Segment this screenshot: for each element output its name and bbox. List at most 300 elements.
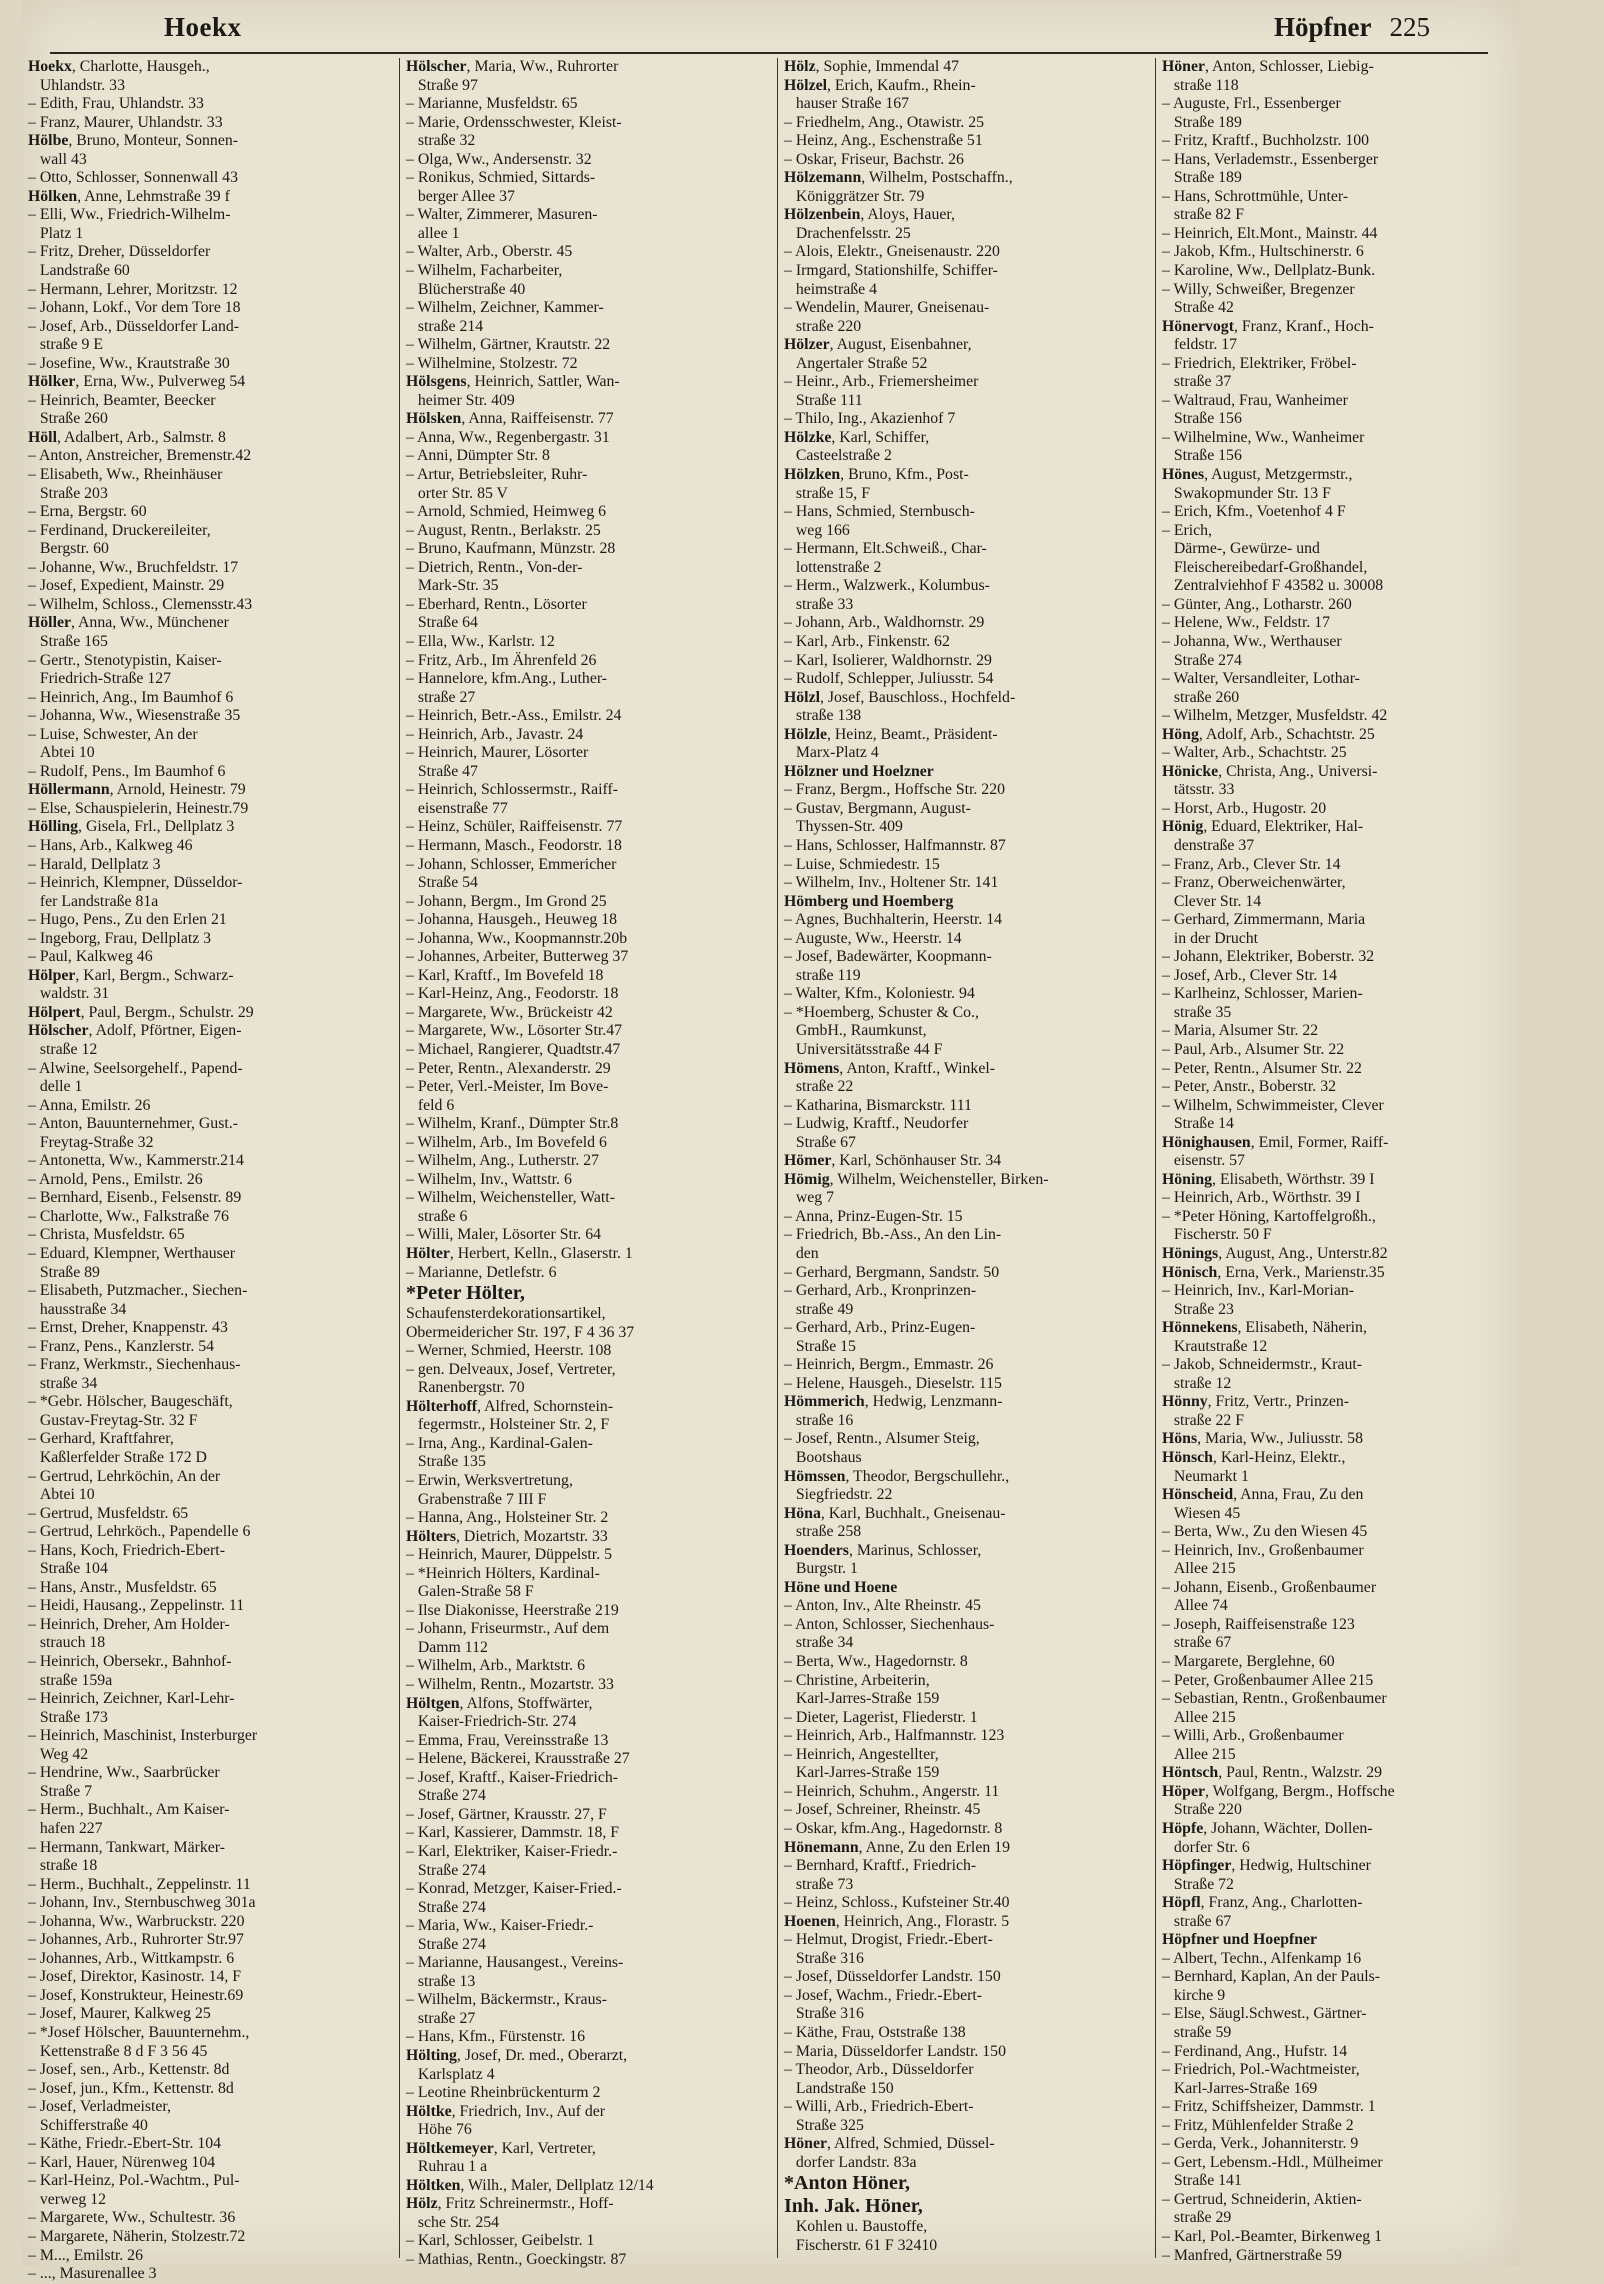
directory-entry-line: – Fritz, Mühlenfelder Straße 2 [1162, 2116, 1354, 2134]
directory-entry-line: Hölzken, Bruno, Kfm., Post- [784, 466, 969, 484]
directory-entry-line: straße 119 [784, 966, 861, 984]
directory-entry-line: dorfer Str. 6 [1162, 1838, 1250, 1856]
directory-entry-line: Höpfinger, Hedwig, Hultschiner [1162, 1857, 1371, 1875]
directory-entry-line: Schaufensterdekorationsartikel, [406, 1305, 606, 1323]
directory-entry-line: Obermeidericher Str. 197, F 4 36 37 [406, 1323, 635, 1341]
directory-entry-line: weg 166 [784, 521, 850, 539]
directory-entry-line: – Josef, Arb., Clever Str. 14 [1162, 966, 1338, 984]
directory-entry-line: – Gerhard, Kraftfahrer, [28, 1430, 174, 1448]
directory-entry-line: Höns, Maria, Ww., Juliusstr. 58 [1162, 1430, 1363, 1448]
directory-entry-line: – Wilhelm, Bäckermstr., Kraus- [406, 1991, 607, 2009]
directory-entry-line: – Karl, Isolierer, Waldhornstr. 29 [784, 651, 992, 669]
directory-entry-line: – Sebastian, Rentn., Großenbaumer [1162, 1690, 1387, 1708]
directory-entry-line: Bergstr. 60 [28, 540, 109, 558]
directory-entry-line: – Gerhard, Zimmermann, Maria [1162, 911, 1366, 929]
directory-entry-line: – Hugo, Pens., Zu den Erlen 21 [28, 911, 227, 929]
directory-entry-line: – Franz, Maurer, Uhlandstr. 33 [28, 113, 223, 131]
directory-entry-line: – Heinrich, Dreher, Am Holder- [28, 1615, 230, 1633]
directory-entry-line: Fischerstr. 61 F 32410 [784, 2236, 938, 2254]
directory-entry-line: – Anni, Dümpter Str. 8 [406, 447, 550, 465]
directory-entry-line: – Maria, Ww., Kaiser-Friedr.- [406, 1917, 594, 1935]
directory-entry-line: – Christine, Arbeiterin, [784, 1671, 930, 1689]
directory-entry-line: Universitätsstraße 44 F [784, 1040, 943, 1058]
directory-entry-line: – Willi, Arb., Großenbaumer [1162, 1727, 1344, 1745]
directory-entry-line: Straße 274 [1162, 651, 1242, 669]
directory-entry-line: straße 22 [784, 1078, 854, 1096]
directory-entry-line: – Gertrud, Lehrköch., Papendelle 6 [28, 1523, 251, 1541]
column-2 [399, 58, 778, 2268]
directory-entry-line: – Karl, Hauer, Nürenweg 104 [28, 2153, 216, 2171]
directory-entry-line: – Karoline, Ww., Dellplatz-Bunk. [1162, 262, 1376, 280]
directory-entry-line: Höper, Wolfgang, Bergm., Hoffsche [1162, 1782, 1395, 1800]
directory-entry-line: Straße 15 [784, 1337, 856, 1355]
directory-entry-line: straße 6 [406, 1207, 468, 1225]
directory-entry-line: – Heinz, Ang., Eschenstraße 51 [784, 132, 983, 150]
directory-entry-line: – *Heinrich Hölters, Kardinal- [406, 1564, 600, 1582]
directory-entry-line: Hömens, Anton, Kraftf., Winkel- [784, 1059, 995, 1077]
directory-entry-line: – Josef, Konstrukteur, Heinestr.69 [28, 1986, 244, 2004]
directory-entry-line: – Margarete, Berglehne, 60 [1162, 1653, 1335, 1671]
directory-entry-line: Hölsgens, Heinrich, Sattler, Wan- [406, 373, 620, 391]
directory-entry-line: den [784, 1245, 819, 1262]
directory-entry-line: Hölper, Karl, Bergm., Schwarz- [28, 966, 234, 984]
directory-entry-line: – Peter, Anstr., Boberstr. 32 [1162, 1078, 1337, 1096]
directory-entry-line: Schifferstraße 40 [28, 2116, 148, 2134]
directory-entry-line: Fleischereibedarf-Großhandel, [1162, 558, 1368, 576]
directory-entry-line: – Gertrud, Lehrköchin, An der [28, 1467, 221, 1485]
directory-entry-line: – Berta, Ww., Hagedornstr. 8 [784, 1653, 968, 1671]
directory-entry-line: Allee 215 [1162, 1745, 1236, 1763]
directory-entry-line: Straße 220 [1162, 1801, 1242, 1819]
directory-entry-line: – Heinrich, Inv., Karl-Morian- [1162, 1282, 1354, 1300]
directory-entry-line: heimer Str. 409 [406, 391, 515, 409]
directory-entry-line: – Franz, Pens., Kanzlerstr. 54 [28, 1337, 215, 1355]
directory-entry-line: Hoenen, Heinrich, Ang., Florastr. 5 [784, 1912, 1010, 1930]
directory-entry-line: – Josef, Badewärter, Koopmann- [784, 948, 992, 966]
directory-entry-line: – Hans, Anstr., Musfeldstr. 65 [28, 1578, 217, 1596]
directory-entry-line: Höna, Karl, Buchhalt., Gneisenau- [784, 1504, 1006, 1522]
directory-entry-line: – Anton, Schlosser, Siechenhaus- [784, 1615, 995, 1633]
directory-entry-line: – Käthe, Friedr.-Ebert-Str. 104 [28, 2135, 222, 2153]
directory-entry-line: – Marianne, Detlefstr. 6 [406, 1263, 557, 1281]
directory-entry-line: – Margarete, Ww., Lösorter Str.47 [406, 1022, 622, 1040]
directory-entry-line: – Friedrich, Bb.-Ass., An den Lin- [784, 1226, 1002, 1244]
directory-entry-line: – Arnold, Pens., Emilstr. 26 [28, 1170, 203, 1188]
directory-entry-line: – Wilhelm, Schwimmeister, Clever [1162, 1096, 1384, 1114]
directory-entry-line: hauser Straße 167 [784, 95, 910, 113]
directory-entry-line: – Else, Schauspielerin, Heinestr.79 [28, 799, 249, 817]
directory-entry-line: – Wilhelm, Inv., Holtener Str. 141 [784, 874, 999, 892]
directory-entry-line: Straße 189 [1162, 169, 1242, 187]
directory-entry-line: – Wilhelm, Ang., Lutherstr. 27 [406, 1152, 600, 1170]
directory-entry-line: – Hannelore, kfm.Ang., Luther- [406, 670, 608, 688]
directory-entry-line: – Herm., Buchhalt., Zeppelinstr. 11 [28, 1875, 251, 1893]
directory-entry-line: straße 32 [406, 132, 476, 150]
directory-entry-line: – Heinrich, Klempner, Düsseldor- [28, 874, 243, 892]
directory-entry-line: – Heinr., Arb., Friemersheimer [784, 373, 979, 391]
directory-entry-line: Straße 14 [1162, 1115, 1234, 1133]
directory-entry-line: – Erna, Bergstr. 60 [28, 503, 147, 521]
directory-entry-line: – Eberhard, Rentn., Lösorter [406, 595, 587, 613]
directory-entry-line: straße 37 [1162, 373, 1232, 391]
directory-entry-line: Drachenfelsstr. 25 [784, 224, 911, 242]
directory-entry-line: – Else, Säugl.Schwest., Gärtner- [1162, 2005, 1367, 2023]
directory-entry-line: eisenstr. 57 [1162, 1152, 1245, 1170]
directory-entry-line: straße 49 [784, 1300, 854, 1318]
directory-entry-line: – Heinrich, Maurer, Düppelstr. 5 [406, 1546, 612, 1564]
directory-entry-line: – Horst, Arb., Hugostr. 20 [1162, 799, 1327, 817]
directory-entry-line: Därme-, Gewürze- und [1162, 540, 1320, 558]
directory-entry-line: Hölterhoff, Alfred, Schornstein- [406, 1397, 614, 1415]
directory-entry-line: – Ella, Ww., Karlstr. 12 [406, 632, 555, 650]
directory-entry-line: – Johannes, Arbeiter, Butterweg 37 [406, 948, 629, 966]
directory-entry-line: Clever Str. 14 [1162, 892, 1262, 910]
directory-entry-line: – Wilhelmine, Ww., Wanheimer [1162, 428, 1365, 446]
directory-entry-line: denstraße 37 [1162, 836, 1255, 854]
directory-entry-line: – Hans, Verlademstr., Essenberger [1162, 150, 1379, 168]
directory-entry-line: – Gertrud, Schneiderin, Aktien- [1162, 2190, 1362, 2208]
directory-entry-line: Hölzel, Erich, Kaufm., Rhein- [784, 76, 976, 94]
directory-entry-line: Hömer, Karl, Schönhauser Str. 34 [784, 1152, 1002, 1170]
directory-entry-line: – Gert, Lebensm.-Hdl., Mülheimer [1162, 2153, 1383, 2171]
directory-entry-line: – Berta, Ww., Zu den Wiesen 45 [1162, 1523, 1368, 1541]
directory-entry-line: – Walter, Arb., Oberstr. 45 [406, 243, 573, 261]
directory-entry-line: Straße 111 [784, 391, 863, 409]
directory-entry-line: – Friedrich, Elektriker, Fröbel- [1162, 354, 1357, 372]
directory-entry-line: – Gerhard, Arb., Kronprinzen- [784, 1282, 977, 1300]
directory-entry-line: – Wendelin, Maurer, Gneisenau- [784, 299, 990, 317]
directory-entry-line: – Karl-Heinz, Ang., Feodorstr. 18 [406, 985, 619, 1003]
directory-entry-line: – Bernhard, Eisenb., Felsenstr. 89 [28, 1189, 242, 1207]
directory-entry-line: – Johann, Eisenb., Großenbaumer [1162, 1578, 1377, 1596]
directory-entry-line: sche Str. 254 [406, 2213, 500, 2231]
directory-entry-line: – Heinrich, Maurer, Lösorter [406, 744, 589, 762]
directory-entry-line: – Josef, Rentn., Alsumer Steig, [784, 1430, 980, 1448]
directory-entry-line: – Hermann, Elt.Schweiß., Char- [784, 540, 987, 558]
directory-entry-line: – Anna, Emilstr. 26 [28, 1096, 151, 1114]
directory-entry-line: Hömssen, Theodor, Bergschullehr., [784, 1467, 1010, 1485]
directory-columns [28, 58, 1522, 2283]
directory-entry-line: straße 27 [406, 688, 476, 706]
directory-entry-line: strauch 18 [28, 1634, 106, 1652]
directory-entry-line: Straße 72 [1162, 1875, 1234, 1893]
directory-entry-line: – Josef, Kraftf., Kaiser-Friedrich- [406, 1768, 618, 1786]
directory-entry-line: Straße 54 [406, 874, 478, 892]
directory-entry-line: Freytag-Straße 32 [28, 1133, 154, 1151]
directory-entry-line: Höllermann, Arnold, Heinestr. 79 [28, 781, 246, 799]
directory-entry-line: – Emma, Frau, Vereinsstraße 13 [406, 1731, 609, 1749]
directory-entry-line: straße 73 [784, 1875, 854, 1893]
directory-entry-line: – Anton, Inv., Alte Rheinstr. 45 [784, 1597, 981, 1615]
directory-entry-line: – Ronikus, Schmied, Sittards- [406, 169, 596, 187]
directory-entry-line: – Helene, Ww., Feldstr. 17 [1162, 614, 1331, 632]
directory-entry-line: feldstr. 17 [1162, 336, 1238, 354]
directory-entry-line: – Luise, Schwester, An der [28, 725, 198, 743]
directory-entry-line: straße 33 [784, 595, 854, 613]
directory-entry-line: Hölzle, Heinz, Beamt., Präsident- [784, 725, 998, 743]
directory-entry-line: – Maria, Düsseldorfer Landstr. 150 [784, 2042, 1006, 2060]
directory-entry-line: – Heinrich, Beamter, Beecker [28, 391, 216, 409]
directory-entry-line: Hönighausen, Emil, Former, Raiff- [1162, 1133, 1389, 1151]
directory-entry-line: Straße 316 [784, 1949, 864, 1967]
directory-entry-line: straße 15, F [784, 484, 870, 502]
directory-entry-line: – Heinrich, Maschinist, Insterburger [28, 1727, 258, 1745]
directory-entry-line: Karl-Jarres-Straße 159 [784, 1690, 940, 1708]
directory-entry-line: Hönnekens, Elisabeth, Näherin, [1162, 1319, 1367, 1337]
directory-entry-line: – Paul, Kalkweg 46 [28, 948, 153, 966]
directory-entry-line: Hölken, Anne, Lehmstraße 39 f [28, 187, 230, 205]
directory-entry-line: – *Hoemberg, Schuster & Co., [784, 1003, 979, 1021]
directory-entry-line: straße 35 [1162, 1003, 1232, 1021]
directory-entry-line: – Johann, Arb., Waldhornstr. 29 [784, 614, 985, 632]
directory-entry-line: – Heinz, Schloss., Kufsteiner Str.40 [784, 1894, 1010, 1912]
directory-entry-line: Landstraße 150 [784, 2079, 894, 2097]
directory-entry-line: – Katharina, Bismarckstr. 111 [784, 1096, 972, 1114]
directory-entry-line: – Johanna, Ww., Warbruckstr. 220 [28, 1912, 245, 1930]
directory-entry-line: Burgstr. 1 [784, 1560, 858, 1578]
directory-entry-line: – *Josef Hölscher, Bauunternehm., [28, 2023, 250, 2041]
directory-entry-line: Straße 141 [1162, 2172, 1242, 2190]
directory-entry-line: Karl-Jarres-Straße 159 [784, 1764, 940, 1782]
directory-entry-line: – Fritz, Arb., Im Ährenfeld 26 [406, 651, 597, 669]
directory-entry-line: – Bernhard, Kaplan, An der Pauls- [1162, 1968, 1381, 1986]
directory-entry-line: Höller, Anna, Ww., Münchener [28, 614, 229, 632]
directory-entry-line: Hömberg und Hoemberg [784, 892, 954, 910]
directory-entry-line: Straße 173 [28, 1708, 108, 1726]
directory-entry-line: Hömmerich, Hedwig, Lenzmann- [784, 1393, 1003, 1411]
directory-entry-line: – Heinrich, Betr.-Ass., Emilstr. 24 [406, 707, 622, 725]
directory-entry-line: – Bernhard, Kraftf., Friedrich- [784, 1857, 977, 1875]
directory-entry-line: Höltkemeyer, Karl, Vertreter, [406, 2139, 596, 2157]
directory-entry-line: tätsstr. 33 [1162, 781, 1235, 799]
directory-entry-line: – Wilhelm, Arb., Marktstr. 6 [406, 1657, 585, 1675]
directory-entry-line: – Josef, Arb., Düsseldorfer Land- [28, 317, 240, 335]
directory-entry-line: – Maria, Alsumer Str. 22 [1162, 1022, 1319, 1040]
directory-entry-line: – Harald, Dellplatz 3 [28, 855, 161, 873]
directory-entry-line: – Auguste, Frl., Essenberger [1162, 95, 1341, 113]
directory-entry-line: Uhlandstr. 33 [28, 76, 125, 94]
directory-entry-line: – Wilhelm, Kranf., Dümpter Str.8 [406, 1115, 619, 1133]
directory-entry-line: – Josef, Maurer, Kalkweg 25 [28, 2005, 211, 2023]
directory-entry-line: – Auguste, Ww., Heerstr. 14 [784, 929, 962, 947]
directory-entry-line: – Peter, Großenbaumer Allee 215 [1162, 1671, 1374, 1689]
directory-entry-line: lottenstraße 2 [784, 558, 882, 576]
directory-entry-line: Hölbe, Bruno, Monteur, Sonnen- [28, 132, 238, 150]
directory-entry-line: – Hans, Schlosser, Halfmannstr. 87 [784, 836, 1006, 854]
directory-entry-line: – Karl, Kraftf., Im Bovefeld 18 [406, 966, 604, 984]
directory-entry-line: – Marianne, Musfeldstr. 65 [406, 95, 578, 113]
directory-entry-line: – Hermann, Tankwart, Märker- [28, 1838, 225, 1856]
directory-entry-line: – Heinrich, Ang., Im Baumhof 6 [28, 688, 234, 706]
directory-entry-line: – Ilse Diakonisse, Heerstraße 219 [406, 1601, 619, 1619]
directory-entry-line: Hölpert, Paul, Bergm., Schulstr. 29 [28, 1003, 254, 1021]
directory-entry-line: Hölters, Dietrich, Mozartstr. 33 [406, 1527, 608, 1545]
directory-entry-line: Friedrich-Straße 127 [28, 670, 172, 688]
directory-entry-line: – Friedrich, Pol.-Wachtmeister, [1162, 2061, 1360, 2079]
directory-entry-line: Landstraße 60 [28, 262, 130, 280]
directory-entry-line: – Günter, Ang., Lotharstr. 260 [1162, 595, 1352, 613]
directory-entry-line: – Josef, jun., Kfm., Kettenstr. 8d [28, 2079, 234, 2097]
directory-entry-line: – *Gebr. Hölscher, Baugeschäft, [28, 1393, 233, 1411]
advertisement-line: Inh. Jak. Höner, [784, 2195, 923, 2218]
directory-entry-line: Karl-Jarres-Straße 169 [1162, 2079, 1318, 2097]
advertisement-line: *Anton Höner, [784, 2172, 910, 2195]
directory-entry-line: – Ludwig, Kraftf., Neudorfer [784, 1115, 969, 1133]
directory-entry-line: – Heinrich, Schuhm., Angerstr. 11 [784, 1782, 1000, 1800]
directory-entry-line: Galen-Straße 58 F [406, 1583, 534, 1601]
directory-entry-line: straße 67 [1162, 1912, 1232, 1930]
directory-entry-line: – Wilhelm, Gärtner, Krautstr. 22 [406, 336, 611, 354]
directory-entry-line: – Helene, Hausgeh., Dieselstr. 115 [784, 1374, 1002, 1392]
directory-entry-line: straße 220 [784, 317, 862, 335]
directory-entry-line: – Hans, Koch, Friedrich-Ebert- [28, 1541, 225, 1559]
directory-entry-line: – Christa, Musfeldstr. 65 [28, 1226, 185, 1244]
directory-entry-line: – Rudolf, Schlepper, Juliusstr. 54 [784, 670, 994, 688]
directory-entry-line: Straße 97 [406, 76, 478, 94]
directory-entry-line: – Josef, Schreiner, Rheinstr. 45 [784, 1801, 981, 1819]
directory-entry-line: straße 34 [784, 1634, 854, 1652]
directory-entry-line: Kaßlerfelder Straße 172 D [28, 1449, 207, 1467]
directory-entry-line: – Waltraud, Frau, Wanheimer [1162, 391, 1348, 409]
directory-entry-line: – Erich, Kfm., Voetenhof 4 F [1162, 503, 1346, 521]
directory-entry-line: – Alois, Elektr., Gneisenaustr. 220 [784, 243, 1000, 261]
directory-entry-line: – Artur, Betriebsleiter, Ruhr- [406, 466, 588, 484]
directory-entry-line: Höpfl, Franz, Ang., Charlotten- [1162, 1894, 1363, 1912]
directory-entry-line: Zentralviehhof F 43582 u. 30008 [1162, 577, 1384, 595]
directory-entry-line: – Irmgard, Stationshilfe, Schiffer- [784, 262, 998, 280]
directory-entry-line: Straße 189 [1162, 113, 1242, 131]
directory-entry-line: – Werner, Schmied, Heerstr. 108 [406, 1342, 612, 1360]
directory-entry-line: dorfer Landstr. 83a [784, 2153, 917, 2171]
directory-entry-line: Straße 7 [28, 1782, 93, 1800]
directory-entry-line: – Margarete, Ww., Brückeistr 42 [406, 1003, 613, 1021]
directory-entry-line: – Charlotte, Ww., Falkstraße 76 [28, 1207, 229, 1225]
directory-entry-line: – Hendrine, Ww., Saarbrücker [28, 1764, 220, 1782]
directory-entry-line: – Fritz, Kraftf., Buchholzstr. 100 [1162, 132, 1370, 150]
directory-entry-line: – Karl, Arb., Finkenstr. 62 [784, 632, 950, 650]
directory-entry-line: Hönny, Fritz, Vertr., Prinzen- [1162, 1393, 1350, 1411]
directory-entry-line: – Mathias, Rentn., Goeckingstr. 87 [406, 2250, 627, 2268]
directory-entry-line: – Wilhelm, Metzger, Musfeldstr. 42 [1162, 707, 1388, 725]
directory-entry-line: – Albert, Techn., Alfenkamp 16 [1162, 1949, 1362, 1967]
directory-entry-line: – Heinrich, Inv., Großenbaumer [1162, 1541, 1364, 1559]
directory-entry-line: – Josef, Verladmeister, [28, 2098, 171, 2116]
directory-entry-line: – Gustav, Bergmann, August- [784, 799, 971, 817]
directory-entry-line: Angertaler Straße 52 [784, 354, 928, 372]
directory-entry-line: straße 9 E [28, 336, 104, 354]
directory-entry-line: – Käthe, Frau, Oststraße 138 [784, 2023, 966, 2041]
directory-entry-line: Straße 165 [28, 632, 108, 650]
directory-entry-line: Straße 104 [28, 1560, 108, 1578]
directory-entry-line: – Hermann, Masch., Feodorstr. 18 [406, 836, 622, 854]
directory-entry-line: straße 159a [28, 1671, 113, 1689]
directory-entry-line: Höning, Elisabeth, Wörthstr. 39 I [1162, 1170, 1375, 1188]
directory-entry-line: – Heinrich, Obersekr., Bahnhof- [28, 1653, 232, 1671]
directory-entry-line: – Wilhelm, Schloss., Clemensstr.43 [28, 595, 253, 613]
directory-entry-line: – Rudolf, Pens., Im Baumhof 6 [28, 762, 226, 780]
directory-entry-line: – Otto, Schlosser, Sonnenwall 43 [28, 169, 238, 187]
directory-entry-line: straße 12 [28, 1040, 98, 1058]
directory-entry-line: Hoenders, Marinus, Schlosser, [784, 1541, 982, 1559]
directory-entry-line: kirche 9 [1162, 1986, 1226, 2004]
directory-entry-line: Hölting, Josef, Dr. med., Oberarzt, [406, 2046, 628, 2064]
directory-entry-line: – Franz, Bergm., Hoffsche Str. 220 [784, 781, 1005, 799]
directory-entry-line: – Arnold, Schmied, Heimweg 6 [406, 503, 607, 521]
directory-entry-line: – Theodor, Arb., Düsseldorfer [784, 2061, 974, 2079]
directory-entry-line: – Gerhard, Bergmann, Sandstr. 50 [784, 1263, 1000, 1281]
directory-entry-line: Damm 112 [406, 1638, 488, 1656]
column-1 [28, 58, 393, 2283]
directory-entry-line: – Heinrich, Schlossermstr., Raiff- [406, 781, 619, 799]
directory-entry-line: – Thilo, Ing., Akazienhof 7 [784, 410, 956, 428]
directory-entry-line: – Hermann, Lehrer, Moritzstr. 12 [28, 280, 238, 298]
directory-entry-line: Hömig, Wilhelm, Weichensteller, Birken- [784, 1170, 1049, 1188]
directory-entry-line: heimstraße 4 [784, 280, 877, 298]
directory-entry-line: – Heinrich, Angestellter, [784, 1745, 939, 1763]
directory-entry-line: Kohlen u. Baustoffe, [784, 2218, 928, 2236]
directory-entry-line: Hönicke, Christa, Ang., Universi- [1162, 762, 1378, 780]
directory-entry-line: Straße 89 [28, 1263, 100, 1281]
directory-entry-line: Straße 203 [28, 484, 108, 502]
directory-entry-line: – Willy, Schweißer, Bregenzer [1162, 280, 1355, 298]
directory-entry-line: – Wilhelm, Facharbeiter, [406, 262, 563, 280]
directory-entry-line: – Franz, Werkmstr., Siechenhaus- [28, 1356, 241, 1374]
directory-entry-line: fer Landstraße 81a [28, 892, 159, 910]
directory-entry-line: – Walter, Zimmerer, Masuren- [406, 206, 598, 224]
directory-entry-line: Straße 47 [406, 762, 478, 780]
directory-entry-line: straße 118 [1162, 76, 1239, 94]
directory-entry-line: – Heinrich, Elt.Mont., Mainstr. 44 [1162, 224, 1378, 242]
directory-entry-line: Siegfriedstr. 22 [784, 1486, 893, 1504]
directory-entry-line: Straße 64 [406, 614, 478, 632]
directory-entry-line: – Helmut, Drogist, Friedr.-Ebert- [784, 1931, 993, 1949]
directory-entry-line: – Josef, Wachm., Friedr.-Ebert- [784, 1986, 983, 2004]
directory-entry-line: Straße 260 [28, 410, 108, 428]
directory-entry-line: – Johann, Lokf., Vor dem Tore 18 [28, 299, 241, 317]
directory-entry-line: Abtei 10 [28, 744, 95, 762]
directory-entry-line: – Josef, Gärtner, Krausstr. 27, F [406, 1805, 607, 1823]
directory-entry-line: – Elli, Ww., Friedrich-Wilhelm- [28, 206, 231, 224]
directory-entry-line: straße 18 [28, 1857, 98, 1875]
directory-entry-line: – Bruno, Kaufmann, Münzstr. 28 [406, 540, 616, 558]
column-4 [1155, 58, 1534, 2264]
directory-entry-line: Krautstraße 12 [1162, 1337, 1268, 1355]
directory-entry-line: Höng, Adolf, Arb., Schachtstr. 25 [1162, 725, 1375, 743]
directory-entry-line: Höll, Adalbert, Arb., Salmstr. 8 [28, 428, 226, 446]
directory-entry-line: – Konrad, Metzger, Kaiser-Fried.- [406, 1880, 622, 1898]
directory-entry-line: – Gertr., Stenotypistin, Kaiser- [28, 651, 222, 669]
directory-entry-line: – Ferdinand, Druckereileiter, [28, 521, 211, 539]
directory-entry-line: – Dietrich, Rentn., Von-der- [406, 558, 583, 576]
directory-entry-line: Gustav-Freytag-Str. 32 F [28, 1411, 198, 1429]
directory-entry-line: allee 1 [406, 224, 460, 242]
directory-entry-line: – Johanna, Ww., Werthauser [1162, 632, 1342, 650]
directory-entry-line: – Heinrich, Arb., Halfmannstr. 123 [784, 1727, 1005, 1745]
directory-entry-line: – Jakob, Kfm., Hultschinerstr. 6 [1162, 243, 1364, 261]
directory-entry-line: Hönings, August, Ang., Unterstr.82 [1162, 1245, 1388, 1262]
directory-entry-line: – Franz, Oberweichenwärter, [1162, 874, 1346, 892]
advertisement-line: *Peter Hölter, [406, 1282, 525, 1305]
directory-entry-line: Hölz, Fritz Schreinermstr., Hoff- [406, 2195, 614, 2213]
directory-entry-line: – Erwin, Werksvertretung, [406, 1472, 573, 1490]
directory-entry-line: – Karl, Pol.-Beamter, Birkenweg 1 [1162, 2227, 1383, 2245]
directory-entry-line: – Josef, Direktor, Kasinostr. 14, F [28, 1968, 242, 1986]
directory-entry-line: – Karlheinz, Schlosser, Marien- [1162, 985, 1363, 1003]
directory-entry-line: weg 7 [784, 1189, 835, 1207]
directory-entry-line: Allee 215 [1162, 1708, 1236, 1726]
directory-entry-line: Fischerstr. 50 F [1162, 1226, 1272, 1244]
directory-entry-line: Straße 156 [1162, 410, 1242, 428]
